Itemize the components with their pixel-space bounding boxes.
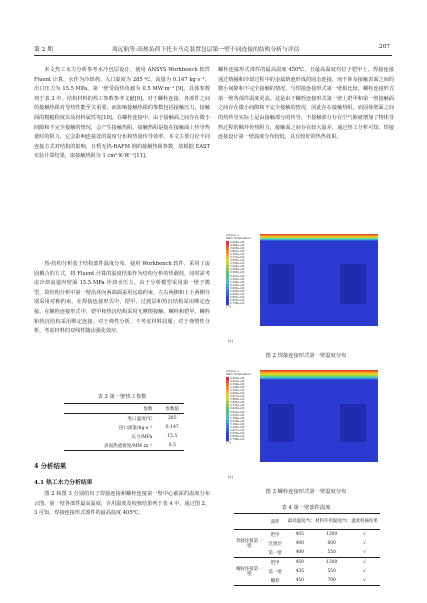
legend-label: 3.977e+02: [230, 395, 245, 399]
right-paragraph-1: 螺栓连接形式部件的最高温度 450℃，且最高温度均位于铠甲上。焊接连接通过熔融和冷却过程中的金属熔池形成的固态连接，而不涉及接触表面之间的微小间隙和不完全接触的情况，与焊接连接形式第一壁相比较，螺栓连接形式第一壁各部件温度更高。这是由于螺栓连接形式第一壁上铠甲和第一壁接触面之间存在微小间隙和不完全接触的情况，因此存在接触热阻。而固体壁面之间的热传导实际上是由接触部分的传导，不接触部分存在空气隙就增加了物体导热过程的额外传热阻力，接触面之间存在较大温差。通过热工分析可知，焊接连接设计第一壁温度分布较低，具有较好的热热效果。: [218, 67, 394, 141]
legend-label: 3.017e+02: [230, 428, 245, 432]
legend-label: 3.130e+02: [230, 283, 245, 287]
table-row: [234, 558, 380, 568]
legend-label: 3.655e+02: [230, 259, 245, 263]
legend-label: 3.918e+02: [230, 247, 245, 251]
legend-label: 3.104e+02: [230, 425, 245, 429]
table4-cell: 铠甲: [270, 532, 280, 538]
table4-header-cell: [234, 514, 265, 530]
legend-label: 3.802e+02: [230, 401, 245, 405]
table3-cell: 0.147: [165, 425, 179, 430]
figure2-legend: [226, 234, 258, 342]
legend-label: 2.843e+02: [230, 434, 245, 438]
table4-header-cell: 部件: [270, 519, 280, 525]
legend-label: 4.064e+02: [230, 392, 245, 396]
table4-header-row: [234, 514, 380, 530]
table-row: [64, 423, 184, 432]
table4-cell: √: [363, 550, 366, 555]
legend-label: 2.736e+02: [230, 301, 245, 305]
legend-label: 3.715e+02: [230, 404, 245, 408]
table3-cell: 15.5: [167, 434, 178, 439]
figure3-legend-scale: [226, 377, 258, 441]
legend-label: 3.721e+02: [230, 256, 245, 260]
legend-label: 3.393e+02: [230, 271, 245, 275]
legend-label: 4.500e+02: [230, 377, 245, 380]
figure2-panel: [224, 228, 390, 348]
legend-label: 2.933e+02: [230, 292, 245, 296]
section-4-heading: 4 分析结果: [34, 462, 67, 470]
figure2-caption: 图 2 焊接连接形式第一壁温度分布: [265, 353, 347, 359]
figure3-panel: [224, 364, 390, 484]
figure2-legend-title: Contour 1: [226, 234, 239, 237]
table4: [234, 513, 380, 586]
table3-cell: 0.5: [168, 443, 176, 448]
legend-label: 2.999e+02: [230, 289, 245, 293]
table-row: [234, 530, 380, 540]
table4-cell: 600: [327, 541, 336, 546]
legend-label: 3.453e+02: [230, 413, 245, 417]
table4-cell: √: [363, 541, 366, 546]
legend-label: 3.196e+02: [230, 280, 245, 284]
legend-label: 4.151e+02: [230, 389, 245, 393]
table4-header-cell: 材料许用温度/℃: [315, 519, 349, 524]
legend-label: 3.852e+02: [230, 250, 245, 254]
legend-label: 4.413e+02: [230, 380, 245, 384]
table4-header-cell: 温度校核结果: [351, 519, 378, 524]
header-issue: 第 2 期: [34, 47, 53, 53]
table3-cell: 压力/MPa: [131, 434, 153, 440]
legend-label: 4.326e+02: [230, 383, 245, 387]
figure3-legend-title: Contour 1: [226, 370, 239, 373]
figure3-contour-plot: [260, 370, 378, 478]
table4-cell: 铠甲: [270, 560, 280, 566]
table3-header-row: [64, 404, 184, 414]
legend-label: 3.458e+02: [230, 268, 245, 272]
table3-cell: 进口流量/kg·s⁻¹: [118, 425, 153, 431]
figure2-legend-scale: [226, 241, 258, 305]
header-running-title: 周远航等:高热负荷下托卡马克装置包层第一壁不同连接的结构分析与评估: [112, 47, 300, 53]
table4-cell: 400: [295, 541, 304, 546]
table4-cell: 450: [295, 560, 304, 565]
legend-label: 4.049e+02: [230, 241, 245, 244]
table3-cell: 表面热流密度/MW·m⁻²: [103, 443, 153, 449]
legend-label: 3.628e+02: [230, 407, 245, 411]
legend-label: 2.802e+02: [230, 298, 245, 302]
table4-cell: 400: [295, 550, 304, 555]
figure3-tag: (c): [228, 474, 234, 479]
figure3-legend-subtitle: Static Temperature: [226, 373, 251, 376]
legend-label: 3.787e+02: [230, 253, 245, 257]
table4-cell: 700: [327, 578, 336, 583]
table4-cell: 405: [295, 532, 304, 537]
table4-cell: 第一壁: [268, 550, 282, 556]
table4-caption: 表 4 第一壁部件温度: [281, 505, 331, 511]
left-paragraph-3: 图 2 和图 3 分别给出了焊接连接和螺栓连接第一壁中心截面的温度分布云图。第一壁各部件最高温度、许用温度及校核结果列于表 4 中。通过图 2、3 可知，焊接连接形式部件的最高温度 405℃，: [34, 491, 210, 517]
table4-cell: √: [363, 569, 366, 574]
header-page-number: 207: [379, 44, 391, 50]
left-paragraph-2: 热-结构分析基于结构部件温度分布，使用 Workbench 软件，采用了流固耦合的方式，将 Fluent 计算的温度结果作为结构分析的热载荷，同时需考虑冷却流道内壁面 15.5 MPa 冷却水压力。由于分析模型采用第一壁子模型，故结构分析中第一壁沿环向两端面采用远端约束，左右两侧和上下两侧分别采用对称约束。在焊接连接形式中，铠甲、过渡层和热沉结构采用绑定连接。在螺栓连接形式中，铠甲和热沉结构采用无摩擦接触，螺栓和铠甲、螺栓和热沉结构采用绑定连接。对于弹性分析，不考虑材料屈服；对于弹塑性分析，考虑材料的双线性随动强化效应。: [34, 261, 210, 335]
figure3-legend: [226, 370, 258, 478]
table4-cell: √: [363, 560, 366, 565]
legend-swatch: [226, 302, 229, 305]
table3-header-param: 参数: [143, 406, 153, 412]
table4-cell: 过渡层: [268, 541, 282, 547]
table4-cell: 第一壁: [268, 569, 282, 575]
figure2-tag: (c): [228, 338, 234, 343]
section-4-1-heading: 4.1 热工水力分析结果: [34, 480, 93, 486]
table4-group-label: 螺栓连接第一壁: [236, 566, 263, 577]
table-row: [64, 432, 184, 441]
table4-cell: 1300: [326, 560, 338, 565]
legend-label: 3.984e+02: [230, 244, 245, 248]
table4-cell: √: [363, 578, 366, 583]
table3-header-value: 参数值: [165, 406, 180, 412]
table4-cell: 450: [295, 578, 304, 583]
legend-label: 2.867e+02: [230, 295, 245, 299]
legend-label: 3.064e+02: [230, 286, 245, 290]
legend-label: 3.889e+02: [230, 398, 245, 402]
legend-swatch: [226, 438, 229, 441]
legend-label: 3.524e+02: [230, 265, 245, 269]
legend-label: 3.590e+02: [230, 262, 245, 266]
header-rule: [34, 55, 392, 56]
table4-cell: √: [363, 532, 366, 537]
left-paragraph-1: 本文热工水力分析参考水冷包层设计，使用 ANSYS Workbench 软件 Fluent 计算，水作为冷却剂。入口温度为 285 ℃、流量为 0.147 kg·s⁻¹、出口压力为 15.5 MPa。第一壁受面热负载为 0.5 MW·m⁻² [9]。具体参数列于表 3 中。结构材料的热工参数参考文献[9]。对于螺栓连接，各部件之间的接触热阻对导热性能至关重要，而影响接触热阻的参数包括接触压力、接触面的粗糙程度以及材料属性等[10]。在螺栓连接中，由于接触面之间存在微小间隙和不完全接触的情况，会产生接触热阻。接触热阻是指在接触面上传导热量时的阻力，它会影响连接处的温度分布和热量传导效率。本文主要讨论不同连接方式对结构的影响，且暂无钨-RAFM 钢的接触热阻参数，故根据 EAST 实验计算结果，取接触热阻为 1 cm²·K·W⁻¹[11]。: [34, 67, 210, 160]
legend-label: 2.756e+02: [230, 437, 245, 441]
table3-caption: 表 3 第一壁热工参数: [97, 394, 147, 400]
figure2-legend-unit: [°C]: [226, 305, 232, 308]
table4-cell: 550: [327, 569, 336, 574]
legend-label: 2.930e+02: [230, 431, 245, 435]
legend-label: 3.192e+02: [230, 422, 245, 426]
table-row: [64, 414, 184, 424]
table4-cell: 1300: [326, 532, 338, 537]
table4-cell: 435: [295, 569, 304, 574]
table4-cell: 550: [327, 550, 336, 555]
legend-label: 3.261e+02: [230, 277, 245, 281]
figure2-legend-subtitle: Static Temperature: [226, 237, 251, 240]
table3: [64, 403, 184, 451]
table3-cell: 进口温度/℃: [127, 416, 153, 422]
legend-label: 4.238e+02: [230, 386, 245, 390]
legend-label: 3.279e+02: [230, 419, 245, 423]
table4-cell: 螺栓: [270, 578, 280, 584]
table3-cell: 285: [167, 416, 177, 421]
legend-label: 3.327e+02: [230, 274, 245, 278]
figure3-legend-unit: [°C]: [226, 441, 232, 444]
table4-group-label: 焊接连接第一壁: [236, 538, 263, 549]
table4-header-cell: 最高温度/℃: [287, 519, 312, 524]
figure2-contour-plot: [260, 234, 378, 342]
table-row: [64, 441, 184, 451]
legend-label: 3.366e+02: [230, 416, 245, 420]
legend-label: 3.541e+02: [230, 410, 245, 414]
figure3-caption: 图 3 螺栓连接形式第一壁温度分布: [265, 489, 347, 495]
